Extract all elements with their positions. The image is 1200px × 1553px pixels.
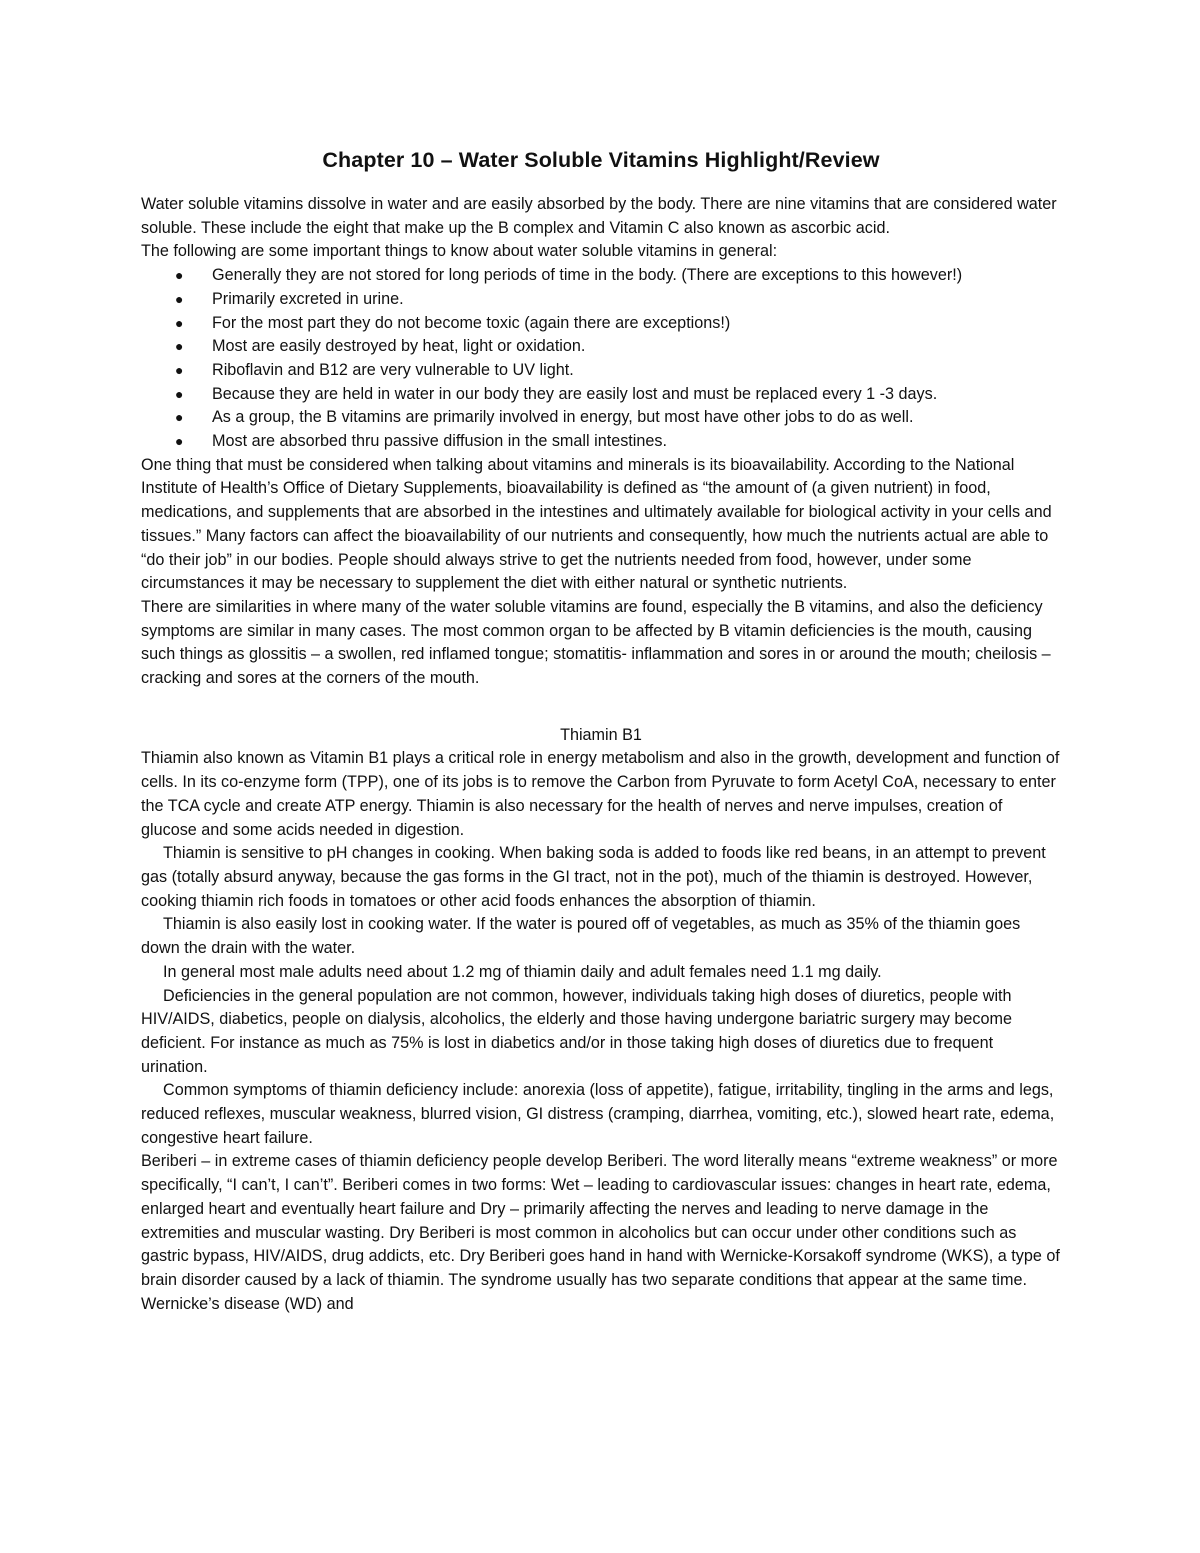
thiamin-paragraph-1: Thiamin also known as Vitamin B1 plays a critical role in energy metabolism and also in the growth, development and function of cells. In its co-enzyme form (TPP), one of its jobs is to remove the Carbon from Pyruvate to form Acetyl CoA, necessary to enter the TCA cycle and create ATP energy. Thiamin is also necessary for the health of nerves and nerve impulses, creation of glucose and some acids needed in digestion. [141,749,1060,839]
intro-paragraph: Water soluble vitamins dissolve in water and are easily absorbed by the body. There are nine vitamins that are considered water soluble. These include the eight that make up the B complex and Vitamin C also known as ascorbic acid. [141,195,1057,237]
bullet-icon: ● [175,433,184,450]
list-item: ● Primarily excreted in urine. [212,288,1061,312]
list-item: ● Riboflavin and B12 are very vulnerable to UV light. [212,359,1061,383]
thiamin-paragraph-4: In general most male adults need about 1.2 mg of thiamin daily and adult females need 1.1 mg daily. [163,962,882,981]
list-item: ● As a group, the B vitamins are primarily involved in energy, but most have other jobs to do as well. [212,406,1061,430]
bullet-icon: ● [175,385,184,402]
beriberi-paragraph: Beriberi – in extreme cases of thiamin deficiency people develop Beriberi. The word literally means “extreme weakness” or more specifically, “I can’t, I can’t”. Beriberi comes in two forms: Wet – leading to cardiovascular issues: changes in heart rate, edema, enlarged heart and eventually heart failure and Dry – primarily affecting the nerves and leading to nerve damage in the extremities and muscular wasting. Dry Beriberi is most common in alcoholics but can occur under other conditions such as gastric bypass, HIV/AIDS, drug addicts, etc. Dry Beriberi goes hand in hand with Wernicke-Korsakoff syndrome (WKS), a type of brain disorder caused by a lack of thiamin. The syndrome usually has two separate conditions that appear at the same time. Wernicke’s disease (WD) and [141,1152,1060,1313]
thiamin-paragraph-2: Thiamin is sensitive to pH changes in cooking. When baking soda is added to foods like red beans, in an attempt to prevent gas (totally absurd anyway, because the gas forms in the GI tract, not in the pot), much of the thiamin is destroyed. However, cooking thiamin rich foods in tomatoes or other acid foods enhances the absorption of thiamin. [141,844,1046,910]
bullet-icon: ● [175,338,184,355]
bullet-icon: ● [175,314,184,331]
thiamin-paragraph-6: Common symptoms of thiamin deficiency include: anorexia (loss of appetite), fatigue, irritability, tingling in the arms and legs, reduced reflexes, muscular weakness, blurred vision, GI distress (cramping, diarrhea, vomiting, etc.), slowed heart rate, edema, congestive heart failure. [141,1081,1055,1147]
bioavailability-paragraph: One thing that must be considered when talking about vitamins and minerals is its bioavailability. According to the National Institute of Health’s Office of Dietary Supplements, bioavailability is defined as “the amount of (a given nutrient) in food, medications, and supplements that are absorbed in the intestines and ultimately available for biological activity in your cells and tissues.” Many factors can affect the bioavailability of our nutrients and consequently, how much the nutrients actual are able to “do their job” in our bodies. People should always strive to get the nutrients needed from food, however, under some circumstances it may be necessary to supplement the diet with either natural or synthetic nutrients. [141,455,1052,593]
section-heading-thiamin: Thiamin B1 [560,725,642,744]
list-item: ● Generally they are not stored for long periods of time in the body. (There are exceptions to this however!) [212,264,1061,288]
bullet-icon: ● [175,409,184,426]
list-item: ● Because they are held in water in our body they are easily lost and must be replaced every 1 -3 days. [212,383,1061,407]
list-item: ● Most are absorbed thru passive diffusion in the small intestines. [212,430,1061,454]
bullet-icon: ● [175,361,184,378]
thiamin-paragraph-3: Thiamin is also easily lost in cooking water. If the water is poured off of vegetables, as much as 35% of the thiamin goes down the drain with the water. [141,915,1021,958]
list-item: ● Most are easily destroyed by heat, light or oxidation. [212,335,1061,359]
document-body [141,193,1061,1316]
bullet-icon: ● [175,267,184,284]
page-title: Chapter 10 – Water Soluble Vitamins Highlight/Review [322,148,880,172]
bullet-icon: ● [175,290,184,307]
similarities-paragraph: There are similarities in where many of the water soluble vitamins are found, especially the B vitamins, and also the deficiency symptoms are similar in many cases. The most common organ to be affected by B vitamin deficiencies is the mouth, causing such things as glossitis – a swollen, red inflamed tongue; stomatitis- inflammation and sores in or around the mouth; cheilosis –cracking and sores at the corners of the mouth. [141,597,1051,688]
list-intro: The following are some important things to know about water soluble vitamins in general: [141,242,778,261]
list-item: ● For the most part they do not become toxic (again there are exceptions!) [212,312,1061,336]
key-facts-list [141,264,1061,454]
thiamin-paragraph-5: Deficiencies in the general population are not common, however, individuals taking high doses of diuretics, people with HIV/AIDS, diabetics, people on dialysis, alcoholics, the elderly and those having undergone bariatric surgery may become deficient. For instance as much as 75% is lost in diabetics and/or in those taking high doses of diuretics due to frequent urination. [141,986,1013,1076]
